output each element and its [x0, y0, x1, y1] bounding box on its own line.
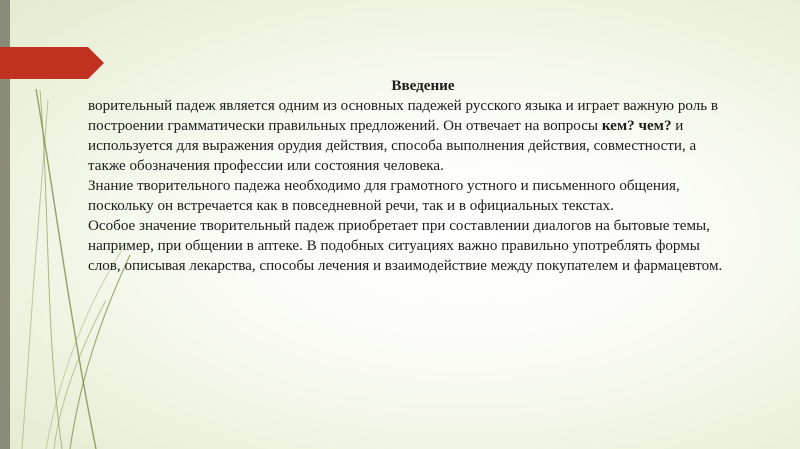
paragraph-2: Знание творительного падежа необходимо для грамотного устного и письменного общения, поскольку он встречается как в повседневной речи, так и в официальных текстах. — [88, 178, 680, 214]
paragraph-1 — [88, 96, 728, 176]
paragraph-3: Особое значение творительный падеж приобретает при составлении диалогов на бытовые темы, например, при общении в аптеке. В подобных ситуациях важно правильно употреблять формы слов, описывая лекарства, способы лечения и взаимодействие между покупателем и фармацевтом. — [88, 218, 723, 274]
slide-content — [88, 76, 728, 276]
paragraph-1-text-before: ворительный падеж является одним из основных падежей русского языка и играет важную роль в построении грамматически правильных предложений. Он отвечает на вопросы — [88, 98, 719, 134]
paragraph-1-text-after: и используется для выражения орудия действия, способа выполнения действия, совместности, а также обозначения профессии или состояния человека. — [88, 118, 697, 174]
paragraph-1-bold-questions: кем? чем? — [601, 118, 672, 134]
slide-title: Введение — [391, 78, 455, 94]
red-arrow-tab — [0, 47, 104, 79]
